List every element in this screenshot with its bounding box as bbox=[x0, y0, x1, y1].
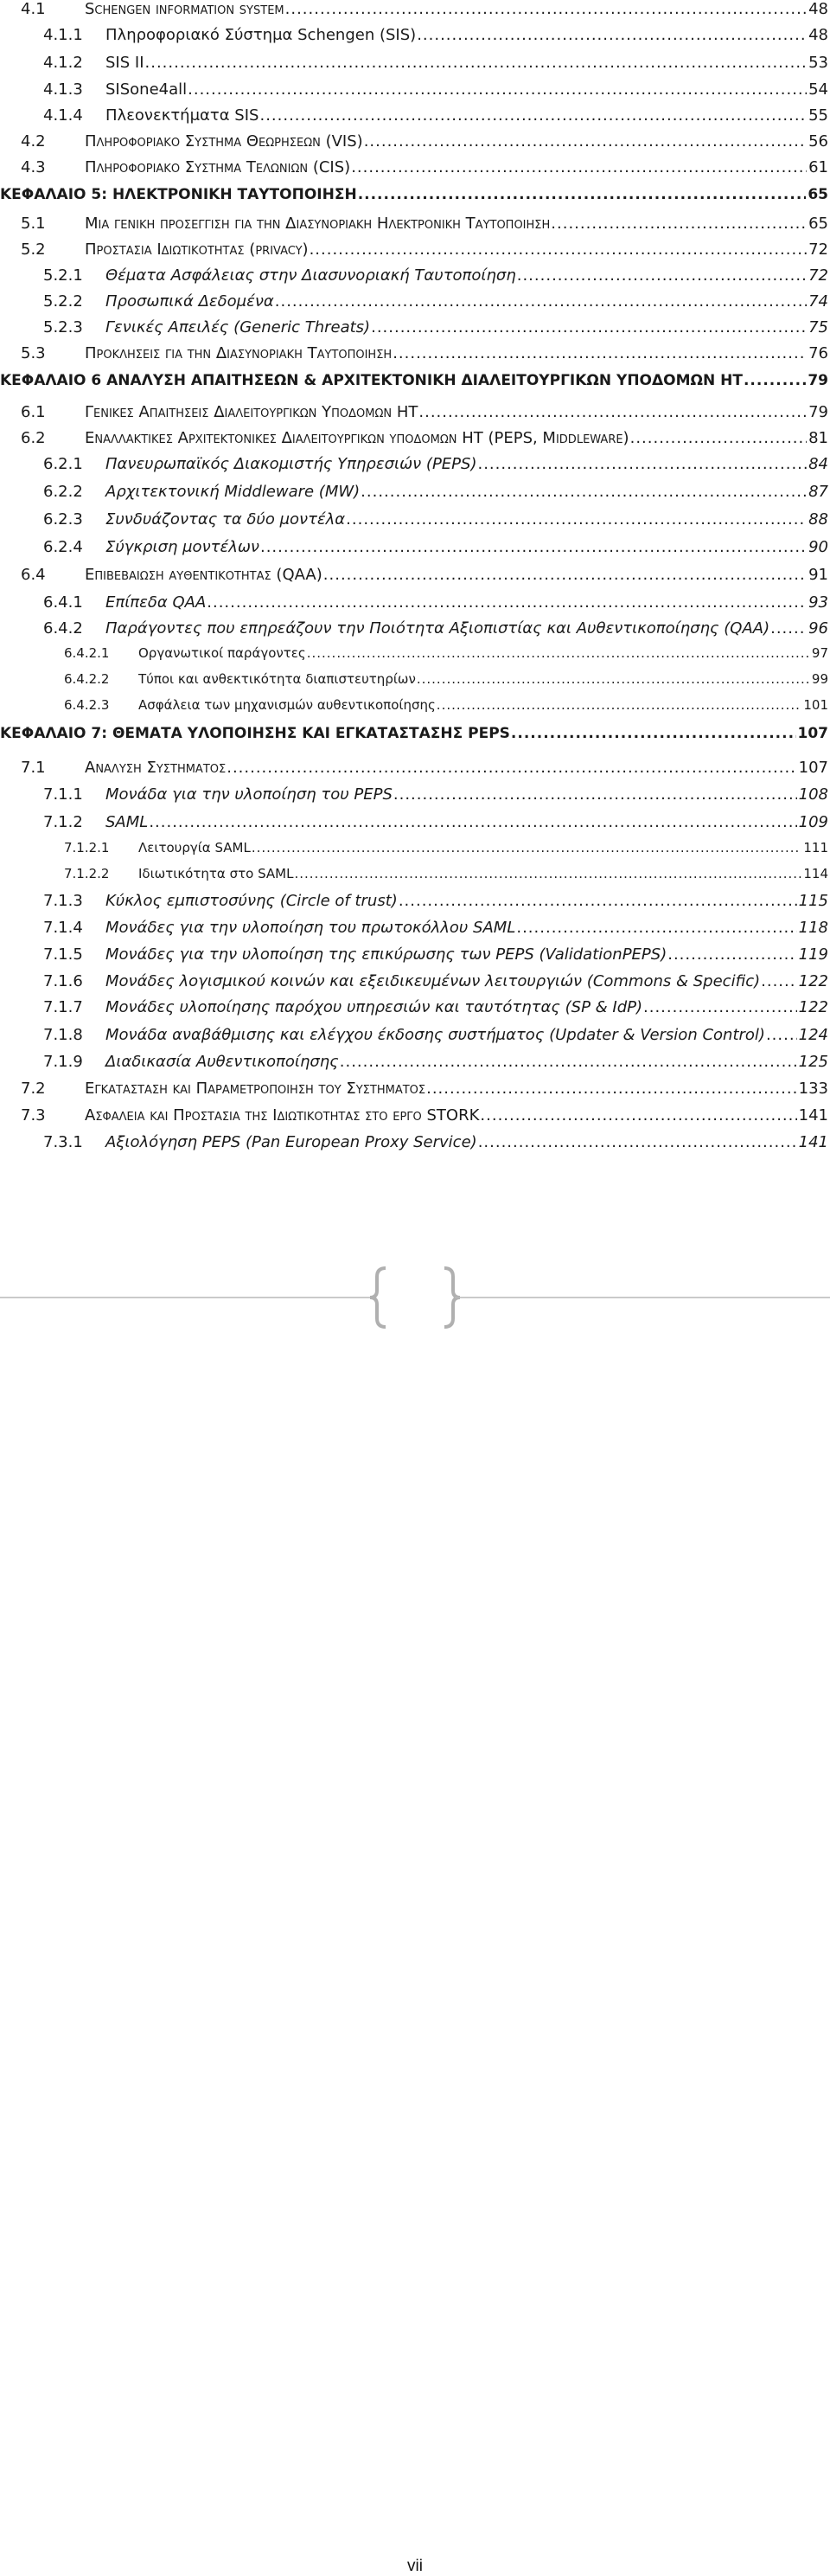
toc-entry[interactable] bbox=[0, 1106, 828, 1132]
toc-entry[interactable] bbox=[0, 80, 828, 106]
toc-entry-page-number: 93 bbox=[808, 593, 828, 612]
toc-entry-number: 6.2.3 bbox=[43, 510, 83, 529]
toc-entry-title: Επίπεδα QAA bbox=[105, 593, 207, 612]
toc-entry-number: 6.4.2 bbox=[43, 619, 83, 638]
toc-entry[interactable] bbox=[0, 840, 828, 866]
toc-entry[interactable] bbox=[0, 429, 828, 455]
toc-dot-leader bbox=[346, 510, 807, 529]
toc-dot-leader bbox=[340, 1053, 797, 1071]
toc-entry-number: 7.1.3 bbox=[43, 892, 83, 910]
toc-entry-page-number: 76 bbox=[808, 344, 828, 362]
toc-entry-page-number: 79 bbox=[808, 403, 828, 421]
toc-entry-page-number: 125 bbox=[798, 1053, 828, 1071]
toc-dot-leader bbox=[358, 186, 807, 203]
toc-entry-page-number: 56 bbox=[808, 132, 828, 151]
toc-entry-title: Προστασια Ιδιωτικοτητας (privacy) bbox=[85, 240, 309, 259]
toc-entry-title: Παράγοντες που επηρεάζουν την Ποιότητα Αξιοπιστίας και Αυθεντικοποίησης (QAA) bbox=[105, 619, 770, 638]
toc-chapter-entry[interactable] bbox=[0, 725, 828, 751]
toc-entry[interactable] bbox=[0, 759, 828, 785]
toc-entry-number: 4.2 bbox=[21, 132, 46, 151]
toc-dot-leader bbox=[227, 759, 796, 777]
toc-entry-page-number: 122 bbox=[798, 972, 828, 990]
toc-chapter-entry[interactable] bbox=[0, 186, 828, 212]
toc-entry[interactable] bbox=[0, 538, 828, 564]
toc-entry-page-number: 84 bbox=[808, 455, 828, 473]
toc-entry-number: 4.1.3 bbox=[43, 80, 83, 99]
toc-entry-number: 5.2.2 bbox=[43, 292, 83, 311]
toc-dot-leader bbox=[260, 538, 807, 556]
toc-entry-title: Μονάδες λογισμικού κοινών και εξειδικευμένων λειτουργιών (Commons & Specific) bbox=[105, 972, 761, 990]
toc-entry[interactable] bbox=[0, 266, 828, 292]
toc-entry[interactable] bbox=[0, 240, 828, 266]
toc-entry-page-number: 108 bbox=[798, 785, 828, 804]
toc-entry-title: Γενικές Απειλές (Generic Threats) bbox=[105, 318, 371, 336]
toc-dot-leader bbox=[310, 240, 808, 259]
toc-entry-number: 7.2 bbox=[21, 1080, 46, 1098]
toc-dot-leader bbox=[478, 1133, 797, 1151]
toc-entry[interactable] bbox=[0, 292, 828, 318]
toc-entry[interactable] bbox=[0, 1133, 828, 1159]
toc-dot-leader bbox=[259, 106, 807, 125]
toc-entry-title: SAML bbox=[105, 813, 149, 831]
toc-entry-title: Ασφάλεια των μηχανισμών αυθεντικοποίησης bbox=[138, 697, 436, 713]
toc-entry-title: Επιβεβαιωση αυθεντικοτητας (QAA) bbox=[85, 566, 322, 584]
toc-entry-page-number: 88 bbox=[808, 510, 828, 529]
toc-entry-title: Λειτουργία SAML bbox=[138, 840, 251, 855]
toc-entry-number: 6.4.2.3 bbox=[64, 697, 110, 713]
toc-entry-page-number: 107 bbox=[797, 725, 828, 742]
toc-entry-number: 7.1.9 bbox=[43, 1053, 83, 1071]
toc-entry[interactable] bbox=[0, 26, 828, 52]
toc-entry-page-number: 114 bbox=[803, 866, 828, 881]
toc-dot-leader bbox=[307, 645, 810, 661]
toc-entry-number: 7.1 bbox=[21, 759, 46, 777]
toc-entry-page-number: 115 bbox=[798, 892, 828, 910]
toc-entry-title: Μονάδα για την υλοποίηση του PEPS bbox=[105, 785, 393, 804]
toc-entry[interactable] bbox=[0, 106, 828, 132]
toc-entry-page-number: 90 bbox=[808, 538, 828, 556]
toc-entry-number: 6.2 bbox=[21, 429, 46, 447]
toc-entry-number: 6.2.1 bbox=[43, 455, 83, 473]
toc-dot-leader bbox=[480, 1106, 796, 1125]
toc-dot-leader bbox=[551, 215, 807, 233]
toc-entry-page-number: 111 bbox=[803, 840, 828, 855]
toc-entry-page-number: 118 bbox=[798, 919, 828, 937]
toc-entry[interactable] bbox=[0, 671, 828, 697]
toc-entry[interactable] bbox=[0, 54, 828, 80]
toc-entry-title: Γενικες Απαιτησεις Διαλειτουργικων Υποδομων ΗΤ bbox=[85, 403, 418, 421]
toc-entry-page-number: 124 bbox=[798, 1026, 828, 1044]
toc-entry-title: Μονάδες για την υλοποίηση του πρωτοκόλλου SAML bbox=[105, 919, 516, 937]
page-number: vii bbox=[407, 2557, 423, 2575]
toc-entry-number: 6.2.4 bbox=[43, 538, 83, 556]
toc-dot-leader bbox=[511, 725, 796, 742]
toc-entry-title: Μονάδα αναβάθμισης και ελέγχου έκδοσης συστήματος (Updater & Version Control) bbox=[105, 1026, 765, 1044]
toc-dot-leader bbox=[294, 866, 801, 881]
toc-entry[interactable] bbox=[0, 919, 828, 945]
toc-entry[interactable] bbox=[0, 892, 828, 918]
toc-entry[interactable] bbox=[0, 972, 828, 998]
toc-entry-title: Πλεονεκτήματα SIS bbox=[105, 106, 259, 125]
toc-entry-number: 7.1.2.1 bbox=[64, 840, 110, 855]
toc-entry[interactable] bbox=[0, 0, 828, 26]
toc-entry-number: 4.3 bbox=[21, 158, 46, 176]
toc-entry-title: Εγκατασταση και Παραμετροποιηση του Συστηματος bbox=[85, 1080, 426, 1098]
toc-dot-leader bbox=[667, 945, 796, 964]
toc-entry-number: 7.3 bbox=[21, 1106, 46, 1125]
toc-entry-number: 6.4.2.1 bbox=[64, 645, 110, 661]
toc-entry-number: 5.2 bbox=[21, 240, 46, 259]
toc-entry-title: Προκλησεις για την Διασυνοριακη Ταυτοποιηση bbox=[85, 344, 393, 362]
toc-entry-title: Πληροφοριακο Συστημα Τελωνιων (CIS) bbox=[85, 158, 351, 176]
toc-entry-number: 6.4 bbox=[21, 566, 46, 584]
toc-dot-leader bbox=[517, 266, 807, 285]
toc-entry[interactable] bbox=[0, 619, 828, 645]
toc-entry-number: 7.1.5 bbox=[43, 945, 83, 964]
toc-entry-title: Μονάδες για την υλοποίηση της επικύρωσης των PEPS (ValidationPEPS) bbox=[105, 945, 667, 964]
toc-dot-leader bbox=[364, 132, 807, 151]
toc-dot-leader bbox=[426, 1080, 797, 1098]
toc-entry-page-number: 48 bbox=[808, 0, 828, 18]
toc-entry[interactable] bbox=[0, 566, 828, 592]
toc-entry-page-number: 55 bbox=[808, 106, 828, 125]
toc-entry-title: Schengen information system bbox=[85, 0, 284, 18]
toc-entry-number: 7.3.1 bbox=[43, 1133, 83, 1151]
toc-entry-number: 6.2.2 bbox=[43, 483, 83, 501]
toc-dot-leader bbox=[145, 54, 808, 72]
toc-entry-number: 4.1.1 bbox=[43, 26, 83, 44]
toc-entry[interactable] bbox=[0, 593, 828, 619]
toc-dot-leader bbox=[399, 892, 797, 910]
toc-entry-title: Σύγκριση μοντέλων bbox=[105, 538, 259, 556]
toc-entry-page-number: 141 bbox=[798, 1133, 828, 1151]
toc-entry-number: 5.2.3 bbox=[43, 318, 83, 336]
toc-entry-page-number: 54 bbox=[808, 80, 828, 99]
toc-entry-title: ΚΕΦΑΛΑΙΟ 7: ΘΕΜΑΤΑ ΥΛΟΠΟΙΗΣΗΣ ΚΑΙ ΕΓΚΑΤΑΣΤΑΣΗΣ PEPS bbox=[0, 725, 510, 742]
toc-entry-number: 7.1.7 bbox=[43, 998, 83, 1016]
toc-entry-page-number: 101 bbox=[803, 697, 828, 713]
toc-entry-page-number: 48 bbox=[808, 26, 828, 44]
toc-entry-title: ΚΕΦΑΛΑΙΟ 6 ΑΝΑΛΥΣΗ ΑΠΑΙΤΗΣΕΩΝ & ΑΡΧΙΤΕΚΤΟΝΙΚΗ ΔΙΑΛΕΙΤΟΥΡΓΙΚΩΝ ΥΠΟΔΟΜΩΝ ΗΤ bbox=[0, 372, 743, 389]
toc-entry-number: 5.3 bbox=[21, 344, 46, 362]
toc-entry-title: Αρχιτεκτονική Middleware (MW) bbox=[105, 483, 361, 501]
toc-entry-title: Συνδυάζοντας τα δύο μοντέλα bbox=[105, 510, 346, 529]
toc-entry-page-number: 107 bbox=[798, 759, 828, 777]
toc-entry-number: 4.1.4 bbox=[43, 106, 83, 125]
toc-entry-number: 6.1 bbox=[21, 403, 46, 421]
toc-entry-page-number: 99 bbox=[811, 671, 828, 687]
toc-entry-page-number: 72 bbox=[808, 266, 828, 285]
toc-entry-title: Τύποι και ανθεκτικότητα διαπιστευτηρίων bbox=[138, 671, 416, 687]
toc-dot-leader bbox=[516, 919, 796, 937]
toc-entry[interactable] bbox=[0, 998, 828, 1024]
toc-entry[interactable] bbox=[0, 132, 828, 158]
toc-dot-leader bbox=[418, 403, 807, 421]
toc-entry[interactable] bbox=[0, 1026, 828, 1052]
toc-dot-leader bbox=[188, 80, 807, 99]
toc-dot-leader bbox=[417, 26, 807, 44]
toc-entry[interactable] bbox=[0, 785, 828, 811]
toc-entry-number: 7.1.6 bbox=[43, 972, 83, 990]
toc-entry-page-number: 72 bbox=[808, 240, 828, 259]
toc-entry-title: Πληροφοριακο Συστημα Θεωρησεων (VIS) bbox=[85, 132, 363, 151]
toc-entry[interactable] bbox=[0, 697, 828, 723]
toc-entry-page-number: 87 bbox=[808, 483, 828, 501]
toc-entry-number: 7.1.1 bbox=[43, 785, 83, 804]
toc-entry[interactable] bbox=[0, 318, 828, 344]
toc-dot-leader bbox=[149, 813, 796, 831]
toc-entry-page-number: 79 bbox=[808, 372, 828, 389]
toc-entry-title: SIS II bbox=[105, 54, 144, 72]
toc-dot-leader bbox=[371, 318, 807, 336]
toc-entry-title: Αναλυση Συστηματος bbox=[85, 759, 227, 777]
toc-entry[interactable] bbox=[0, 866, 828, 892]
toc-entry[interactable] bbox=[0, 344, 828, 370]
toc-entry-title: SISone4all bbox=[105, 80, 188, 99]
toc-entry-title: Προσωπικά Δεδομένα bbox=[105, 292, 274, 311]
toc-entry-title: Οργανωτικοί παράγοντες bbox=[138, 645, 306, 661]
toc-entry-number: 4.1.2 bbox=[43, 54, 83, 72]
toc-entry-page-number: 65 bbox=[808, 215, 828, 233]
toc-entry-number: 7.1.4 bbox=[43, 919, 83, 937]
toc-entry-number: 5.2.1 bbox=[43, 266, 83, 285]
toc-dot-leader bbox=[744, 372, 806, 389]
toc-entry-page-number: 122 bbox=[798, 998, 828, 1016]
toc-dot-leader bbox=[630, 429, 808, 447]
toc-entry-title: Κύκλος εμπιστοσύνης (Circle of trust) bbox=[105, 892, 398, 910]
toc-entry-title: ΚΕΦΑΛΑΙΟ 5: ΗΛΕΚΤΡΟΝΙΚΗ ΤΑΥΤΟΠΟΙΗΣΗ bbox=[0, 186, 357, 203]
toc-dot-leader bbox=[393, 785, 797, 804]
toc-entry-title: Εναλλακτικες Αρχιτεκτονικες Διαλειτουργικων υποδομων ΗΤ (PEPS, Middleware) bbox=[85, 429, 629, 447]
toc-entry-title: Διαδικασία Αυθεντικοποίησης bbox=[105, 1053, 339, 1071]
toc-entry[interactable] bbox=[0, 1080, 828, 1105]
toc-entry-page-number: 109 bbox=[798, 813, 828, 831]
footer-bracket-decoration bbox=[0, 1265, 830, 1330]
toc-dot-leader bbox=[643, 998, 797, 1016]
toc-entry[interactable] bbox=[0, 813, 828, 839]
toc-entry-page-number: 53 bbox=[808, 54, 828, 72]
toc-dot-leader bbox=[252, 840, 802, 855]
toc-dot-leader bbox=[417, 671, 810, 687]
toc-entry-title: Αξιολόγηση PEPS (Pan European Proxy Service) bbox=[105, 1133, 477, 1151]
toc-entry[interactable] bbox=[0, 158, 828, 184]
toc-dot-leader bbox=[275, 292, 807, 311]
toc-dot-leader bbox=[351, 158, 807, 176]
toc-dot-leader bbox=[766, 1026, 797, 1044]
toc-entry-title: Ιδιωτικότητα στο SAML bbox=[138, 866, 294, 881]
toc-entry[interactable] bbox=[0, 510, 828, 536]
toc-entry-page-number: 97 bbox=[811, 645, 828, 661]
toc-entry-number: 7.1.2.2 bbox=[64, 866, 110, 881]
toc-entry-title: Πληροφοριακό Σύστημα Schengen (SIS) bbox=[105, 26, 417, 44]
toc-entry-title: Θέματα Ασφάλειας στην Διασυνοριακή Ταυτοποίηση bbox=[105, 266, 516, 285]
toc-entry[interactable] bbox=[0, 455, 828, 481]
toc-entry-number: 6.4.2.2 bbox=[64, 671, 110, 687]
toc-dot-leader bbox=[761, 972, 797, 990]
toc-entry-page-number: 133 bbox=[798, 1080, 828, 1098]
toc-entry-title: Ασφαλεια και Προστασια της Ιδιωτικοτητας στο εργο STORK bbox=[85, 1106, 480, 1125]
toc-entry[interactable] bbox=[0, 945, 828, 971]
toc-entry[interactable] bbox=[0, 645, 828, 671]
toc-entry-page-number: 81 bbox=[808, 429, 828, 447]
toc-entry-page-number: 75 bbox=[808, 318, 828, 336]
toc-dot-leader bbox=[393, 344, 807, 362]
toc-entry-number: 4.1 bbox=[21, 0, 46, 18]
toc-dot-leader bbox=[437, 697, 802, 713]
toc-entry-number: 5.1 bbox=[21, 215, 46, 233]
toc-dot-leader bbox=[285, 0, 807, 18]
toc-entry-page-number: 61 bbox=[808, 158, 828, 176]
toc-entry-title: Μια γενικη προσεγγιση για την Διασυνοριακη Ηλεκτρονικη Ταυτοποιηση bbox=[85, 215, 551, 233]
toc-chapter-entry[interactable] bbox=[0, 372, 828, 398]
toc-dot-leader bbox=[477, 455, 807, 473]
toc-entry-page-number: 74 bbox=[808, 292, 828, 311]
toc-entry[interactable] bbox=[0, 483, 828, 509]
toc-entry-page-number: 141 bbox=[798, 1106, 828, 1125]
toc-entry-number: 7.1.2 bbox=[43, 813, 83, 831]
toc-entry-page-number: 96 bbox=[808, 619, 828, 638]
toc-entry[interactable] bbox=[0, 403, 828, 429]
toc-entry-title: Μονάδες υλοποίησης παρόχου υπηρεσιών και ταυτότητας (SP & IdP) bbox=[105, 998, 643, 1016]
toc-entry-number: 7.1.8 bbox=[43, 1026, 83, 1044]
toc-dot-leader bbox=[770, 619, 807, 638]
toc-entry-number: 6.4.1 bbox=[43, 593, 83, 612]
toc-entry[interactable] bbox=[0, 1053, 828, 1079]
toc-entry-page-number: 65 bbox=[808, 186, 828, 203]
page-footer bbox=[0, 1265, 830, 2575]
toc-entry-page-number: 91 bbox=[808, 566, 828, 584]
toc-dot-leader bbox=[207, 593, 807, 612]
toc-dot-leader bbox=[361, 483, 807, 501]
toc-dot-leader bbox=[323, 566, 807, 584]
toc-entry-title: Πανευρωπαϊκός Διακομιστής Υπηρεσιών (PEPS) bbox=[105, 455, 477, 473]
toc-entry-page-number: 119 bbox=[798, 945, 828, 964]
toc-entry[interactable] bbox=[0, 215, 828, 240]
